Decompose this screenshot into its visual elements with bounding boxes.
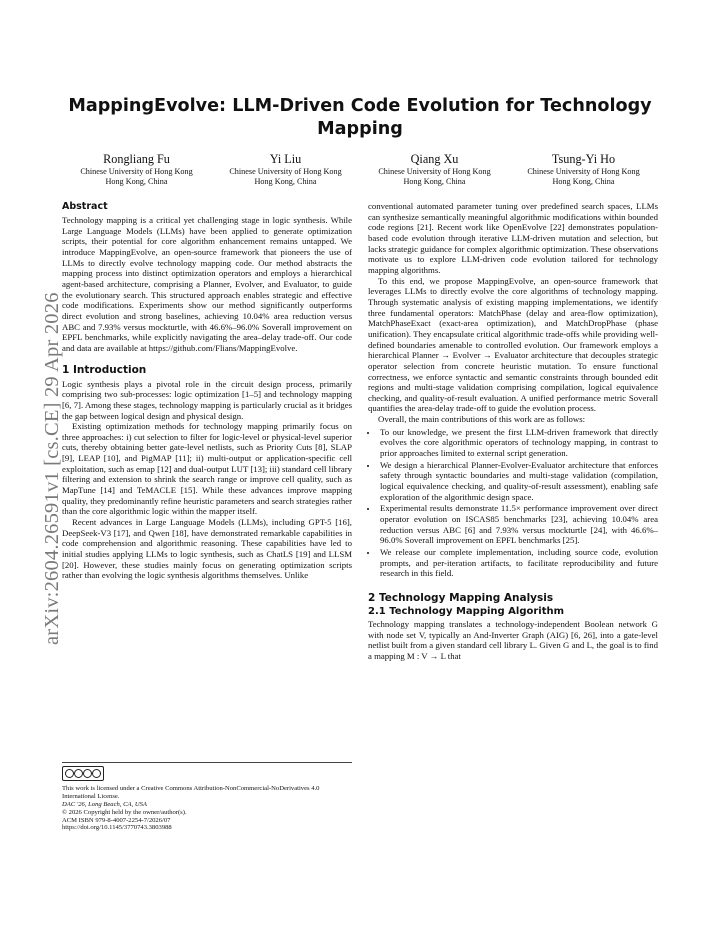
- author-location: Hong Kong, China: [105, 177, 168, 186]
- contribution-item: • Experimental results demonstrate 11.5× performance improvement over direct operator evolution on ISCAS85 benchmarks [23], achieving 10.04% area reduction versus ABC [6] and 7.93% versus mockturtle [24], with 46.6%–96.0% Soverall improvement on EPFL benchmarks [25].: [378, 503, 658, 546]
- intro-paragraph-2: Existing optimization methods for technology mapping primarily focus on three approaches: i) cut selection to filter for logic-level or physical-level superior cuts, thereby obtaining better gate-level netlists, such as Priority Cuts [8], SLAP [9], LEAP [10], and PigMAP [11]; ii) multi-output or application-specific cell exploitation, such as emap [12] and dual-output LUT [13]; iii) standard cell library filtering and extension to shrink the search range or improve cell quality, such as MapTune [14] and TeMACLE [15]. While these advances improve mapping quality, they predominantly refine heuristic parameters and search strategies rather than the core algorithmic logic within the mapper itself.: [62, 421, 352, 517]
- intro-heading: 1 Introduction: [62, 363, 147, 376]
- contribution-item: • We design a hierarchical Planner-Evolver-Evaluator architecture that enforces safety through syntactic boundaries and multi-stage validation (compilation, logical equivalence checking, and quality-of-result assessment), enabling safe exploration of the algorithmic design space.: [378, 460, 658, 503]
- arxiv-id-text: arXiv:2604.26591v1 [cs.CE] 29 Apr 2026: [41, 292, 63, 645]
- contribution-item: • We release our complete implementation, including source code, evolution prompts, and per-iteration artifacts, to facilitate reproducibility and future research in this field.: [378, 547, 658, 579]
- doi-link[interactable]: https://doi.org/10.1145/3770743.3803988: [62, 824, 172, 832]
- author-1: [62, 152, 211, 187]
- author-location: Hong Kong, China: [254, 177, 317, 186]
- right-column: [368, 201, 658, 662]
- intro-paragraph-3: Recent advances in Large Language Models (LLMs), including GPT-5 [16], DeepSeek-V3 [17], and Qwen [18], have demonstrated remarkable capabilities in code comprehension and algorithmic reasoning. These capabilities have led to initial studies applying LLMs to logic synthesis, such as ChatLS [19] and LLSM [20]. However, these studies mainly focus on generating optimization scripts rather than evolving the logic synthesis algorithms themselves. Unlike: [62, 517, 352, 581]
- section-2-heading: 2 Technology Mapping Analysis: [368, 591, 554, 604]
- author-affiliation: Chinese University of Hong Kong: [378, 167, 491, 176]
- venue-text: DAC '26, Long Beach, CA, USA: [62, 800, 147, 808]
- author-name: Qiang Xu: [410, 152, 459, 166]
- right-paragraph-1: conventional automated parameter tuning over predefined search spaces, LLMs can synthesize semantically meaningful algorithmic modifications within bounded code regions [21]. Recent work like OpenEvolve [22] demonstrates population-based code evolution through iterative LLM-driven mutation and selection, but lacks strategic guidance for complex algorithmic optimization. These observations motivate us to explore LLM-driven code evolution tailored for technology mapping algorithms.: [368, 201, 658, 275]
- copyright-text: © 2026 Copyright held by the owner/author(s).: [62, 808, 187, 816]
- author-affiliation: Chinese University of Hong Kong: [229, 167, 342, 176]
- author-name: Rongliang Fu: [103, 152, 170, 166]
- author-2: [211, 152, 360, 187]
- footnote-block: [62, 762, 352, 832]
- right-paragraph-2: To this end, we propose MappingEvolve, an open-source framework that leverages LLMs to directly evolve the core algorithms of technology mapping. Through systematic analysis of existing mapping implementations, we identify three fundamental operators: MatchPhase (delay and area-flow optimization), MatchPhaseExact (exact-area optimization), and MatchDropPhase (phase unification). They encapsulate critical algorithmic trade-offs while providing well-defined boundaries amenable to controlled evolution. Our framework employs a hierarchical Planner → Evolver → Evaluator architecture that decouples strategic operator selection from concrete heuristic mutation. To ensure functional correctness, we enforce syntactic and semantic constraints through bounded edit regions and multi-stage validation comprising compilation, logical equivalence checking, and quality-of-result evaluation. A unified performance metric Soverall quantifies the area-delay trade-off to guide the evolution process.: [368, 275, 658, 414]
- author-affiliation: Chinese University of Hong Kong: [527, 167, 640, 176]
- author-affiliation: Chinese University of Hong Kong: [80, 167, 193, 176]
- abstract-heading: Abstract: [62, 201, 108, 212]
- author-location: Hong Kong, China: [403, 177, 466, 186]
- author-location: Hong Kong, China: [552, 177, 615, 186]
- section-2-1-text: Technology mapping translates a technology-independent Boolean network G with node set V, typically an And-Inverter Graph (AIG) [6, 26], into a gate-level netlist built from a given standard cell library L. Given G and L, the goal is to find a mapping M : V → L that: [368, 618, 658, 661]
- left-column: [62, 200, 352, 581]
- contribution-item: • To our knowledge, we present the first LLM-driven framework that directly evolves the core algorithmic operators of technology mapping, in contrast to prior approaches limited to external script generation.: [378, 427, 658, 459]
- author-4: [509, 152, 658, 187]
- abstract-text: Technology mapping is a critical yet challenging stage in logic synthesis. While Large Language Models (LLMs) have been applied to generate optimization scripts, their potential for core algorithm enhancement remains untapped. We introduce MappingEvolve, an open-source framework that pioneers the use of LLMs to directly evolve technology mapping code. Our method abstracts the mapping process into distinct optimization operators and employs a hierarchical agent-based architecture, comprising a Planner, Evolver, and Evaluator, to guide the evolutionary search. This structured approach enables strategic and effective code modifications. Experiments show our method significantly outperforms direct evolution and strong baselines, achieving 10.04% area reduction versus ABC and 7.93% versus mockturtle, with 46.6%–96.0% Soverall improvement on EPFL benchmarks, while explicitly navigating the area–delay trade-off. Our code and data are available at https://github.com/Flians/MappingEvolve.: [62, 215, 352, 353]
- intro-paragraph-1: Logic synthesis plays a pivotal role in the circuit design process, primarily comprising two sub-processes: logic optimization [1–5] and technology mapping [6, 7]. Among these stages, technology mapping is particularly crucial as it bridges the gap between logical design and physical design.: [62, 378, 352, 421]
- license-text: This work is licensed under a Creative Commons Attribution-NonCommercial-NoDerivatives 4.0 International License.: [62, 784, 320, 800]
- isbn-text: ACM ISBN 979-8-4007-2254-7/2026/07: [62, 816, 171, 824]
- author-3: [360, 152, 509, 187]
- section-2-1-heading: 2.1 Technology Mapping Algorithm: [368, 605, 565, 617]
- author-block: [62, 152, 658, 187]
- arxiv-identifier: [16, 225, 63, 645]
- right-paragraph-3: Overall, the main contributions of this work are as follows:: [378, 414, 586, 425]
- author-name: Tsung-Yi Ho: [551, 152, 616, 166]
- contributions-list: [368, 427, 658, 579]
- author-name: Yi Liu: [269, 152, 302, 166]
- paper-title: MappingEvolve: LLM-Driven Code Evolution for Technology Mapping: [68, 96, 652, 139]
- creative-commons-badge-icon: [62, 766, 104, 781]
